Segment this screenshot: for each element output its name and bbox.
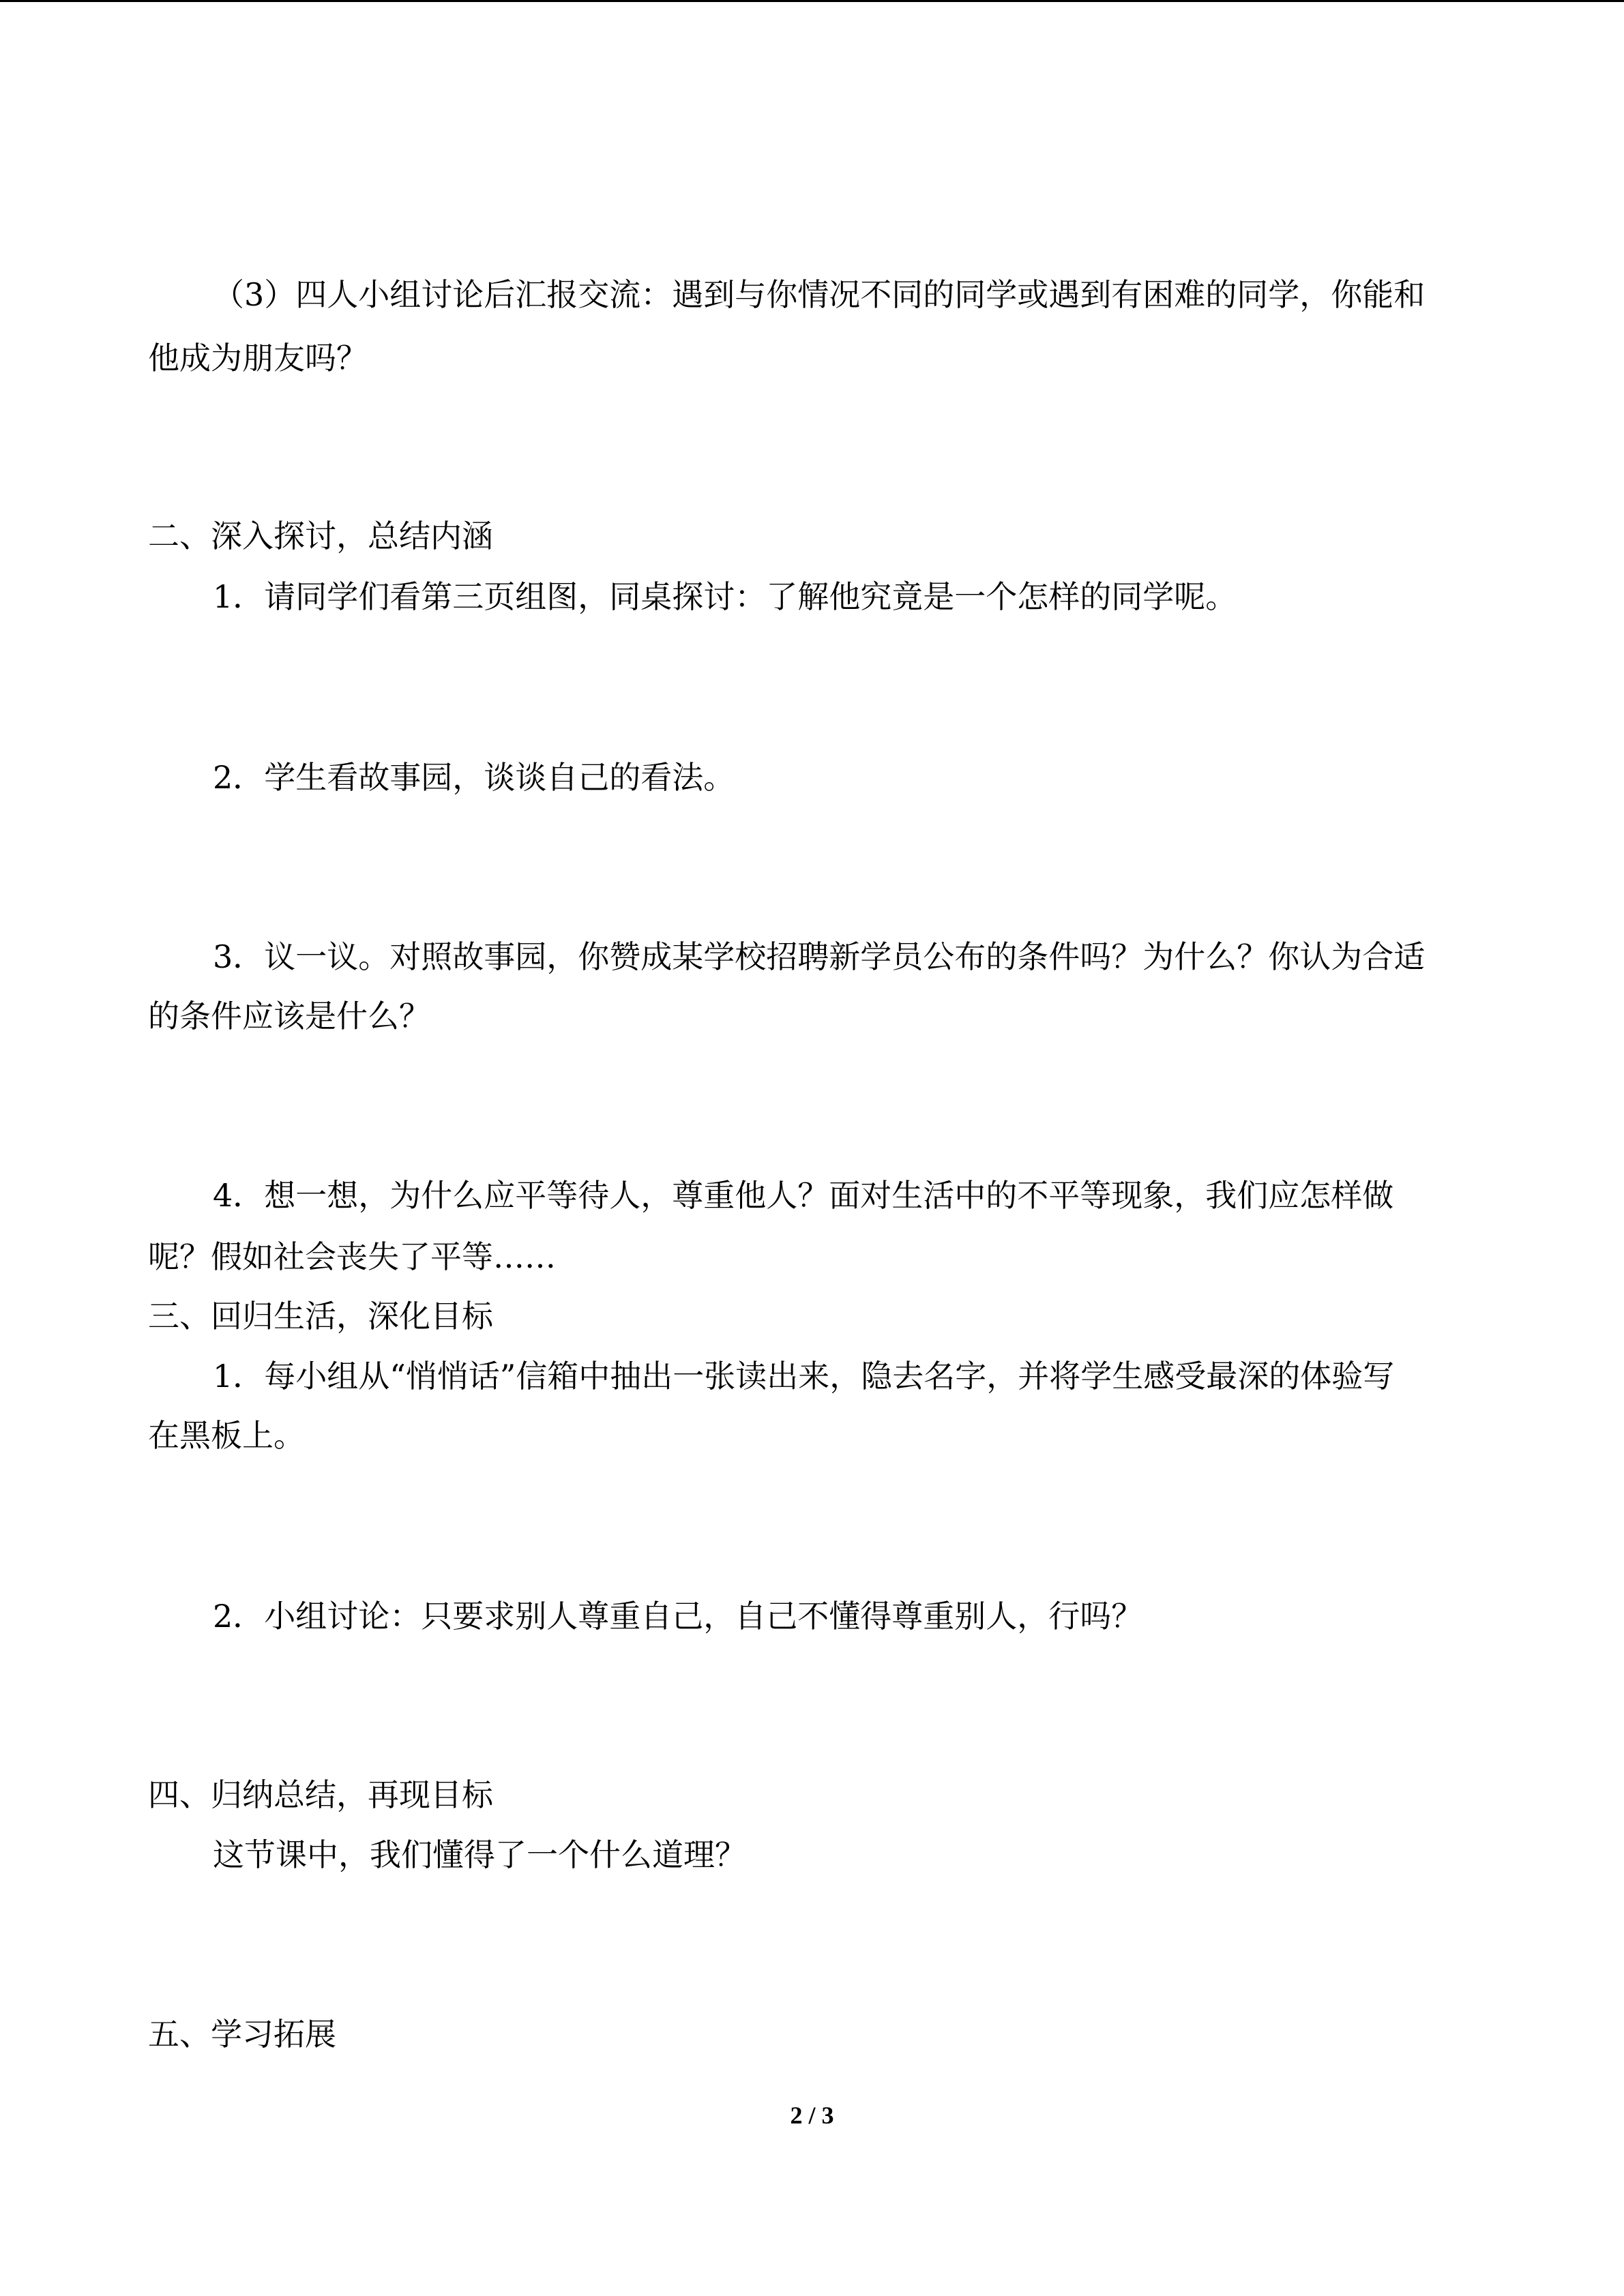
paragraph-line: 3．议一议。对照故事园，你赞成某学校招聘新学员公布的条件吗？为什么？你认为合适	[213, 938, 1426, 975]
page-number: 2 / 3	[790, 2102, 834, 2129]
paragraph-line: 4．想一想，为什么应平等待人，尊重他人？面对生活中的不平等现象，我们应怎样做	[213, 1177, 1394, 1214]
paragraph-line: 在黑板上。	[148, 1417, 305, 1454]
section-heading: 二、深入探讨，总结内涵	[148, 518, 493, 554]
top-border-rule	[0, 0, 1624, 2]
paragraph-line: 这节课中，我们懂得了一个什么道理？	[213, 1836, 746, 1873]
paragraph-line: 1．每小组从“悄悄话”信箱中抽出一张读出来，隐去名字，并将学生感受最深的体验写	[213, 1358, 1395, 1395]
paragraph-line: 他成为朋友吗？	[148, 340, 368, 376]
paragraph-line: 2．学生看故事园，谈谈自己的看法。	[213, 759, 735, 796]
paragraph-line: 2．小组讨论：只要求别人尊重自己，自己不懂得尊重别人，行吗？	[213, 1598, 1143, 1635]
paragraph-line: 呢？假如社会丧失了平等……	[148, 1238, 556, 1275]
section-heading: 四、归纳总结，再现目标	[148, 1776, 493, 1813]
paragraph-line: （3）四人小组讨论后汇报交流：遇到与你情况不同的同学或遇到有困难的同学，你能和	[213, 276, 1426, 313]
section-heading: 三、回归生活，深化目标	[148, 1298, 493, 1335]
section-heading: 五、学习拓展	[148, 2016, 336, 2053]
paragraph-line: 的条件应该是什么？	[148, 998, 430, 1034]
paragraph-line: 1．请同学们看第三页组图，同桌探讨：了解他究竟是一个怎样的同学呢。	[213, 578, 1237, 615]
